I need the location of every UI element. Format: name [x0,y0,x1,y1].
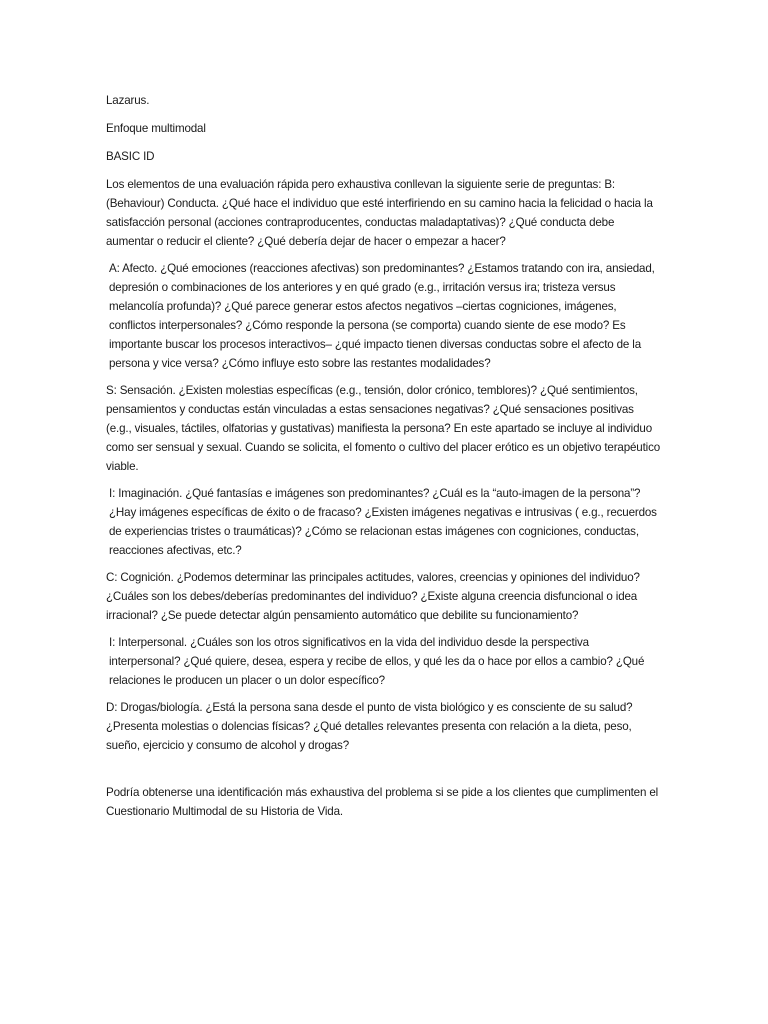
closing-paragraph: Podría obtenerse una identificación más exhaustiva del problema si se pide a los clientes que cumplimenten el Cuestionario Multimodal de su Historia de Vida. [106,786,659,818]
acronym-heading: BASIC ID [106,150,155,163]
interpersonal-paragraph: I: Interpersonal. ¿Cuáles son los otros significativos en la vida del individuo desde la perspectiva interpersonal? ¿Qué quiere, desea, espera y recibe de ellos, y qué les da o hace por ellos a cambio? ¿Qué relaciones le producen un placer o un dolor específico? [109,636,645,687]
author-heading: Lazarus. [106,94,150,107]
approach-heading: Enfoque multimodal [106,122,206,135]
intro-behaviour-paragraph: Los elementos de una evaluación rápida pero exhaustiva conllevan la siguiente serie de preguntas: B: (Behaviour) Conducta. ¿Qué hace el individuo que esté interfiriendo en su camino hacia la felicidad o hacia la satisfacción personal (acciones contraproducentes, conductas maladaptativas)? ¿Qué conducta debe aumentar o reducir el cliente? ¿Qué debería dejar de hacer o empezar a hacer? [106,178,653,248]
sensation-paragraph: S: Sensación. ¿Existen molestias específicas (e.g., tensión, dolor crónico, temblores)? ¿Qué sentimientos, pensamientos y conductas están vinculadas a estas sensaciones negativas? ¿Qué sensaciones positivas (e.g., visuales, táctiles, olfatorias y gustativas) manifiesta la persona? En este apartado se incluye al individuo como ser sensual y sexual. Cuando se solicita, el fomento o cultivo del placer erótico es un objetivo terapéutico viable. [106,384,661,473]
section-spacer [106,755,662,783]
imagery-paragraph: I: Imaginación. ¿Qué fantasías e imágenes son predominantes? ¿Cuál es la “auto-imagen de la persona”? ¿Hay imágenes específicas de éxito o de fracaso? ¿Existen imágenes negativas e intrusivas ( e.g., recuerdos de experiencias tristes o traumáticas)? ¿Cómo se relacionan estas imágenes con cogniciones, conductas, reacciones afectivas, etc.? [109,487,657,557]
affect-paragraph: A: Afecto. ¿Qué emociones (reacciones afectivas) son predominantes? ¿Estamos tratando con ira, ansiedad, depresión o combinaciones de los anteriores y en qué grado (e.g., irritación versus ira; tristeza versus melancolía profunda)? ¿Qué parece generar estos afectos negativos –ciertas cogniciones, imágenes, conflictos interpersonales? ¿Cómo responde la persona (se comporta) cuando siente de ese modo? Es importante buscar los procesos interactivos– ¿qué impacto tienen diversas conductas sobre el afecto de la persona y vice versa? ¿Cómo influye esto sobre las restantes modalidades? [109,262,655,370]
cognition-paragraph: C: Cognición. ¿Podemos determinar las principales actitudes, valores, creencias y opiniones del individuo? ¿Cuáles son los debes/deberías predominantes del individuo? ¿Existe alguna creencia disfuncional o idea irracional? ¿Se puede detectar algún pensamiento automático que debilite su funcionamiento? [106,571,640,622]
document-body [106,91,662,821]
drugs-paragraph: D: Drogas/biología. ¿Está la persona sana desde el punto de vista biológico y es consciente de su salud? ¿Presenta molestias o dolencias físicas? ¿Qué detalles relevantes presenta con relación a la dieta, peso, sueño, ejercicio y consumo de alcohol y drogas? [106,701,633,752]
